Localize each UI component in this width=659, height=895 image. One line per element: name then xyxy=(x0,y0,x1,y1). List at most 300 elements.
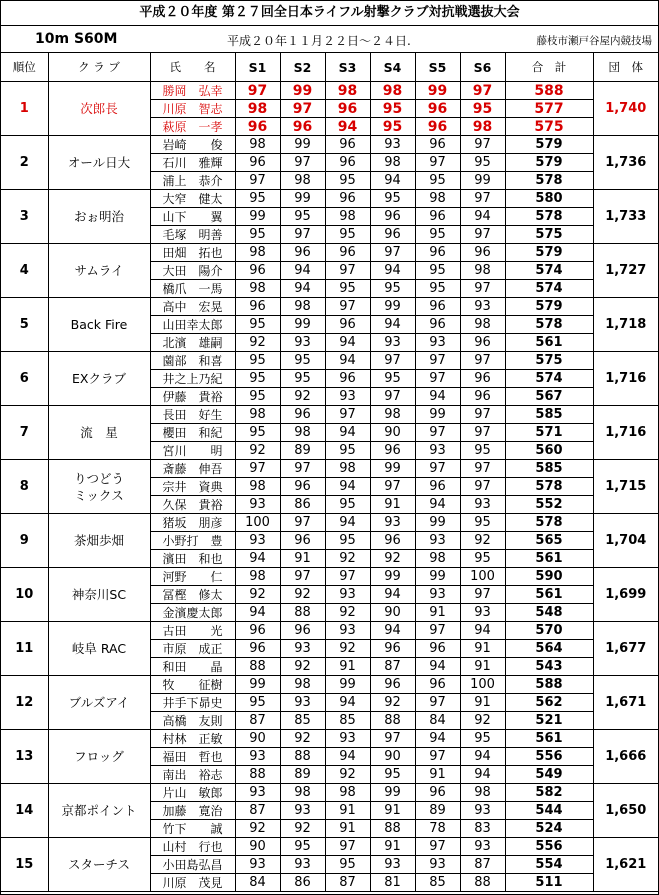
series-score: 97 xyxy=(460,424,505,442)
team-total: 1,716 xyxy=(593,352,658,406)
series-score: 92 xyxy=(235,334,280,352)
series-score: 99 xyxy=(370,298,415,316)
shooter-name: 牧 征樹 xyxy=(150,676,235,694)
series-score: 93 xyxy=(460,802,505,820)
series-score: 98 xyxy=(460,784,505,802)
series-score: 95 xyxy=(460,550,505,568)
individual-total: 588 xyxy=(505,676,593,694)
rank-cell: 10 xyxy=(1,568,48,622)
team-total: 1,704 xyxy=(593,514,658,568)
team-total: 1,671 xyxy=(593,676,658,730)
table-row xyxy=(1,460,658,478)
series-score: 78 xyxy=(415,820,460,838)
series-score: 96 xyxy=(370,676,415,694)
series-score: 98 xyxy=(325,784,370,802)
series-score: 92 xyxy=(280,586,325,604)
series-score: 95 xyxy=(415,172,460,190)
series-score: 97 xyxy=(370,244,415,262)
series-score: 95 xyxy=(325,172,370,190)
series-score: 95 xyxy=(415,280,460,298)
series-score: 97 xyxy=(460,478,505,496)
series-score: 97 xyxy=(370,478,415,496)
shooter-name: 猪坂 朋彦 xyxy=(150,514,235,532)
club-cell: オール日大 xyxy=(48,136,150,190)
shooter-name: 冨樫 修太 xyxy=(150,586,235,604)
series-score: 96 xyxy=(415,316,460,334)
series-score: 83 xyxy=(460,820,505,838)
series-score: 98 xyxy=(280,424,325,442)
series-score: 95 xyxy=(235,316,280,334)
table-row xyxy=(1,622,658,640)
header-rank: 順位 xyxy=(1,53,48,82)
rank-cell: 6 xyxy=(1,352,48,406)
series-score: 95 xyxy=(415,262,460,280)
series-score: 92 xyxy=(235,442,280,460)
series-score: 94 xyxy=(460,208,505,226)
series-score: 97 xyxy=(325,406,370,424)
individual-total: 580 xyxy=(505,190,593,208)
table-row xyxy=(1,838,658,856)
series-score: 96 xyxy=(415,676,460,694)
individual-total: 565 xyxy=(505,532,593,550)
rank-cell: 14 xyxy=(1,784,48,838)
individual-total: 579 xyxy=(505,136,593,154)
series-score: 98 xyxy=(235,406,280,424)
series-score: 95 xyxy=(235,370,280,388)
club-cell: スターチス xyxy=(48,838,150,892)
table-row xyxy=(1,244,658,262)
series-score: 97 xyxy=(460,586,505,604)
shooter-name: 薗部 和喜 xyxy=(150,352,235,370)
series-score: 93 xyxy=(325,388,370,406)
series-score: 99 xyxy=(370,784,415,802)
series-score: 95 xyxy=(325,856,370,874)
series-score: 95 xyxy=(460,730,505,748)
shooter-name: 北濱 雄嗣 xyxy=(150,334,235,352)
series-score: 96 xyxy=(280,478,325,496)
series-score: 90 xyxy=(370,604,415,622)
series-score: 91 xyxy=(370,802,415,820)
individual-total: 588 xyxy=(505,82,593,100)
series-score: 97 xyxy=(415,748,460,766)
shooter-name: 和田 晶 xyxy=(150,658,235,676)
series-score: 92 xyxy=(235,586,280,604)
team-total: 1,677 xyxy=(593,622,658,676)
series-score: 94 xyxy=(325,118,370,136)
shooter-name: 櫻田 和紀 xyxy=(150,424,235,442)
series-score: 93 xyxy=(325,622,370,640)
event-info xyxy=(1,26,658,53)
series-score: 96 xyxy=(235,118,280,136)
individual-total: 575 xyxy=(505,226,593,244)
series-score: 87 xyxy=(235,712,280,730)
individual-total: 579 xyxy=(505,154,593,172)
series-score: 96 xyxy=(460,388,505,406)
series-score: 99 xyxy=(235,208,280,226)
shooter-name: 市原 成正 xyxy=(150,640,235,658)
individual-total: 575 xyxy=(505,352,593,370)
shooter-name: 片山 敏郎 xyxy=(150,784,235,802)
shooter-name: 斎藤 伸吾 xyxy=(150,460,235,478)
series-score: 96 xyxy=(415,478,460,496)
series-score: 95 xyxy=(325,532,370,550)
series-score: 98 xyxy=(280,172,325,190)
shooter-name: 浦上 恭介 xyxy=(150,172,235,190)
series-score: 95 xyxy=(370,766,415,784)
series-score: 98 xyxy=(370,154,415,172)
shooter-name: 橋爪 一馬 xyxy=(150,280,235,298)
individual-total: 561 xyxy=(505,586,593,604)
series-score: 96 xyxy=(415,208,460,226)
series-score: 96 xyxy=(415,640,460,658)
shooter-name: 石川 雅輝 xyxy=(150,154,235,172)
series-score: 94 xyxy=(325,694,370,712)
series-score: 91 xyxy=(280,550,325,568)
team-total: 1,715 xyxy=(593,460,658,514)
individual-total: 544 xyxy=(505,802,593,820)
series-score: 98 xyxy=(460,316,505,334)
series-score: 97 xyxy=(370,352,415,370)
series-score: 94 xyxy=(415,496,460,514)
shooter-name: 大田 陽介 xyxy=(150,262,235,280)
header-s6: S6 xyxy=(460,53,505,82)
team-total: 1,727 xyxy=(593,244,658,298)
individual-total: 578 xyxy=(505,478,593,496)
series-score: 93 xyxy=(325,586,370,604)
series-score: 98 xyxy=(460,118,505,136)
series-score: 96 xyxy=(460,370,505,388)
series-score: 87 xyxy=(370,658,415,676)
individual-total: 564 xyxy=(505,640,593,658)
series-score: 96 xyxy=(415,136,460,154)
shooter-name: 古田 光 xyxy=(150,622,235,640)
series-score: 92 xyxy=(280,730,325,748)
series-score: 99 xyxy=(370,460,415,478)
team-total: 1,621 xyxy=(593,838,658,892)
series-score: 96 xyxy=(415,244,460,262)
series-score: 98 xyxy=(235,244,280,262)
series-score: 97 xyxy=(415,622,460,640)
series-score: 92 xyxy=(370,550,415,568)
series-score: 85 xyxy=(280,712,325,730)
series-score: 97 xyxy=(415,424,460,442)
series-score: 97 xyxy=(325,298,370,316)
rank-cell: 2 xyxy=(1,136,48,190)
rank-cell: 12 xyxy=(1,676,48,730)
results-body xyxy=(1,82,658,892)
series-score: 95 xyxy=(370,190,415,208)
series-score: 95 xyxy=(280,352,325,370)
series-score: 98 xyxy=(280,784,325,802)
series-score: 100 xyxy=(460,568,505,586)
individual-total: 567 xyxy=(505,388,593,406)
shooter-name: 南出 裕志 xyxy=(150,766,235,784)
series-score: 99 xyxy=(280,190,325,208)
table-row xyxy=(1,784,658,802)
series-score: 92 xyxy=(460,712,505,730)
series-score: 94 xyxy=(235,550,280,568)
series-score: 97 xyxy=(280,568,325,586)
individual-total: 571 xyxy=(505,424,593,442)
series-score: 95 xyxy=(370,100,415,118)
series-score: 97 xyxy=(280,514,325,532)
series-score: 90 xyxy=(370,748,415,766)
series-score: 97 xyxy=(415,838,460,856)
shooter-name: 久保 貴裕 xyxy=(150,496,235,514)
series-score: 96 xyxy=(280,406,325,424)
series-score: 97 xyxy=(235,460,280,478)
series-score: 94 xyxy=(325,514,370,532)
club-cell: フロッグ xyxy=(48,730,150,784)
series-score: 95 xyxy=(280,208,325,226)
series-score: 96 xyxy=(460,244,505,262)
individual-total: 561 xyxy=(505,730,593,748)
individual-total: 574 xyxy=(505,262,593,280)
shooter-name: 宗井 資典 xyxy=(150,478,235,496)
series-score: 95 xyxy=(235,226,280,244)
series-score: 93 xyxy=(460,604,505,622)
series-score: 95 xyxy=(325,280,370,298)
series-score: 94 xyxy=(325,352,370,370)
individual-total: 578 xyxy=(505,316,593,334)
series-score: 93 xyxy=(280,640,325,658)
club-cell: Back Fire xyxy=(48,298,150,352)
header-club: ク ラ ブ xyxy=(48,53,150,82)
individual-total: 577 xyxy=(505,100,593,118)
event-name: 10m S60M xyxy=(35,31,118,47)
series-score: 96 xyxy=(325,100,370,118)
individual-total: 579 xyxy=(505,244,593,262)
shooter-name: 小野打 豊 xyxy=(150,532,235,550)
series-score: 99 xyxy=(235,676,280,694)
series-score: 99 xyxy=(415,82,460,100)
series-score: 96 xyxy=(325,370,370,388)
individual-total: 552 xyxy=(505,496,593,514)
series-score: 93 xyxy=(235,496,280,514)
series-score: 96 xyxy=(370,640,415,658)
series-score: 98 xyxy=(280,676,325,694)
series-score: 90 xyxy=(370,424,415,442)
series-score: 88 xyxy=(235,658,280,676)
series-score: 99 xyxy=(280,136,325,154)
shooter-name: 萩原 一孝 xyxy=(150,118,235,136)
club-cell: おぉ明治 xyxy=(48,190,150,244)
team-total: 1,740 xyxy=(593,82,658,136)
series-score: 95 xyxy=(235,190,280,208)
shooter-name: 金濱慶太郎 xyxy=(150,604,235,622)
series-score: 95 xyxy=(460,100,505,118)
series-score: 98 xyxy=(370,82,415,100)
series-score: 92 xyxy=(280,820,325,838)
club-cell: サムライ xyxy=(48,244,150,298)
competition-title: 平成２０年度 第２７回全日本ライフル射撃クラブ対抗戦選抜大会 xyxy=(1,1,658,26)
team-total: 1,716 xyxy=(593,406,658,460)
rank-cell: 13 xyxy=(1,730,48,784)
series-score: 98 xyxy=(235,280,280,298)
shooter-name: 小田島弘昌 xyxy=(150,856,235,874)
series-score: 96 xyxy=(280,118,325,136)
series-score: 95 xyxy=(235,352,280,370)
rank-cell: 3 xyxy=(1,190,48,244)
series-score: 97 xyxy=(460,280,505,298)
series-score: 99 xyxy=(415,406,460,424)
series-score: 98 xyxy=(325,208,370,226)
series-score: 96 xyxy=(325,136,370,154)
table-row xyxy=(1,568,658,586)
shooter-name: 井手下昴史 xyxy=(150,694,235,712)
series-score: 99 xyxy=(460,172,505,190)
individual-total: 574 xyxy=(505,280,593,298)
series-score: 97 xyxy=(325,838,370,856)
series-score: 96 xyxy=(370,208,415,226)
series-score: 98 xyxy=(325,460,370,478)
series-score: 91 xyxy=(370,838,415,856)
series-score: 86 xyxy=(280,874,325,892)
series-score: 87 xyxy=(235,802,280,820)
rank-cell: 5 xyxy=(1,298,48,352)
series-score: 94 xyxy=(370,622,415,640)
header-s3: S3 xyxy=(325,53,370,82)
series-score: 97 xyxy=(460,226,505,244)
series-score: 93 xyxy=(415,442,460,460)
series-score: 87 xyxy=(325,874,370,892)
series-score: 96 xyxy=(370,226,415,244)
results-table xyxy=(1,53,658,892)
series-score: 94 xyxy=(280,262,325,280)
series-score: 94 xyxy=(325,424,370,442)
club-cell: 流 星 xyxy=(48,406,150,460)
series-score: 97 xyxy=(415,370,460,388)
series-score: 91 xyxy=(370,496,415,514)
series-score: 94 xyxy=(370,586,415,604)
series-score: 97 xyxy=(460,406,505,424)
shooter-name: 宮川 明 xyxy=(150,442,235,460)
series-score: 97 xyxy=(280,100,325,118)
series-score: 89 xyxy=(415,802,460,820)
header-row xyxy=(1,53,658,82)
series-score: 97 xyxy=(415,352,460,370)
series-score: 97 xyxy=(460,190,505,208)
table-row xyxy=(1,190,658,208)
series-score: 98 xyxy=(415,190,460,208)
series-score: 96 xyxy=(235,622,280,640)
series-score: 89 xyxy=(280,442,325,460)
individual-total: 590 xyxy=(505,568,593,586)
series-score: 97 xyxy=(415,154,460,172)
series-score: 93 xyxy=(280,802,325,820)
series-score: 97 xyxy=(370,730,415,748)
individual-total: 570 xyxy=(505,622,593,640)
shooter-name: 高橋 友則 xyxy=(150,712,235,730)
series-score: 95 xyxy=(460,442,505,460)
individual-total: 543 xyxy=(505,658,593,676)
club-cell: 神奈川SC xyxy=(48,568,150,622)
series-score: 92 xyxy=(370,694,415,712)
series-score: 97 xyxy=(325,568,370,586)
series-score: 95 xyxy=(325,496,370,514)
shooter-name: 山田幸太郎 xyxy=(150,316,235,334)
series-score: 98 xyxy=(460,262,505,280)
series-score: 94 xyxy=(235,604,280,622)
table-row xyxy=(1,352,658,370)
series-score: 93 xyxy=(370,856,415,874)
series-score: 97 xyxy=(460,460,505,478)
series-score: 88 xyxy=(370,820,415,838)
rank-cell: 1 xyxy=(1,82,48,136)
series-score: 97 xyxy=(370,388,415,406)
series-score: 96 xyxy=(280,244,325,262)
series-score: 99 xyxy=(415,568,460,586)
series-score: 98 xyxy=(235,100,280,118)
series-score: 95 xyxy=(415,226,460,244)
table-row xyxy=(1,136,658,154)
shooter-name: 長田 好生 xyxy=(150,406,235,424)
series-score: 97 xyxy=(415,694,460,712)
series-score: 97 xyxy=(280,460,325,478)
series-score: 91 xyxy=(325,802,370,820)
series-score: 96 xyxy=(325,316,370,334)
shooter-name: 山下 翼 xyxy=(150,208,235,226)
club-cell: EXクラブ xyxy=(48,352,150,406)
rank-cell: 9 xyxy=(1,514,48,568)
series-score: 94 xyxy=(415,730,460,748)
club-cell: 岐阜 RAC xyxy=(48,622,150,676)
series-score: 93 xyxy=(370,514,415,532)
club-cell: 京都ポイント xyxy=(48,784,150,838)
series-score: 93 xyxy=(235,784,280,802)
series-score: 93 xyxy=(235,748,280,766)
series-score: 88 xyxy=(280,748,325,766)
series-score: 96 xyxy=(325,244,370,262)
series-score: 91 xyxy=(325,658,370,676)
series-score: 92 xyxy=(325,766,370,784)
series-score: 96 xyxy=(325,190,370,208)
series-score: 95 xyxy=(235,388,280,406)
shooter-name: 河野 仁 xyxy=(150,568,235,586)
series-score: 97 xyxy=(280,154,325,172)
series-score: 81 xyxy=(370,874,415,892)
series-score: 90 xyxy=(235,730,280,748)
individual-total: 561 xyxy=(505,334,593,352)
series-score: 96 xyxy=(280,622,325,640)
series-score: 97 xyxy=(235,82,280,100)
individual-total: 574 xyxy=(505,370,593,388)
table-row xyxy=(1,82,658,100)
series-score: 97 xyxy=(415,460,460,478)
series-score: 88 xyxy=(235,766,280,784)
series-score: 96 xyxy=(415,100,460,118)
shooter-name: 山村 行也 xyxy=(150,838,235,856)
header-s1: S1 xyxy=(235,53,280,82)
series-score: 93 xyxy=(370,334,415,352)
series-score: 88 xyxy=(460,874,505,892)
individual-total: 578 xyxy=(505,514,593,532)
series-score: 97 xyxy=(325,262,370,280)
series-score: 97 xyxy=(460,352,505,370)
individual-total: 560 xyxy=(505,442,593,460)
series-score: 85 xyxy=(325,712,370,730)
table-row xyxy=(1,406,658,424)
series-score: 96 xyxy=(415,298,460,316)
series-score: 95 xyxy=(460,514,505,532)
shooter-name: 伊藤 貴裕 xyxy=(150,388,235,406)
series-score: 91 xyxy=(460,640,505,658)
series-score: 94 xyxy=(460,748,505,766)
rank-cell: 8 xyxy=(1,460,48,514)
series-score: 93 xyxy=(415,586,460,604)
header-s4: S4 xyxy=(370,53,415,82)
shooter-name: 竹下 誠 xyxy=(150,820,235,838)
